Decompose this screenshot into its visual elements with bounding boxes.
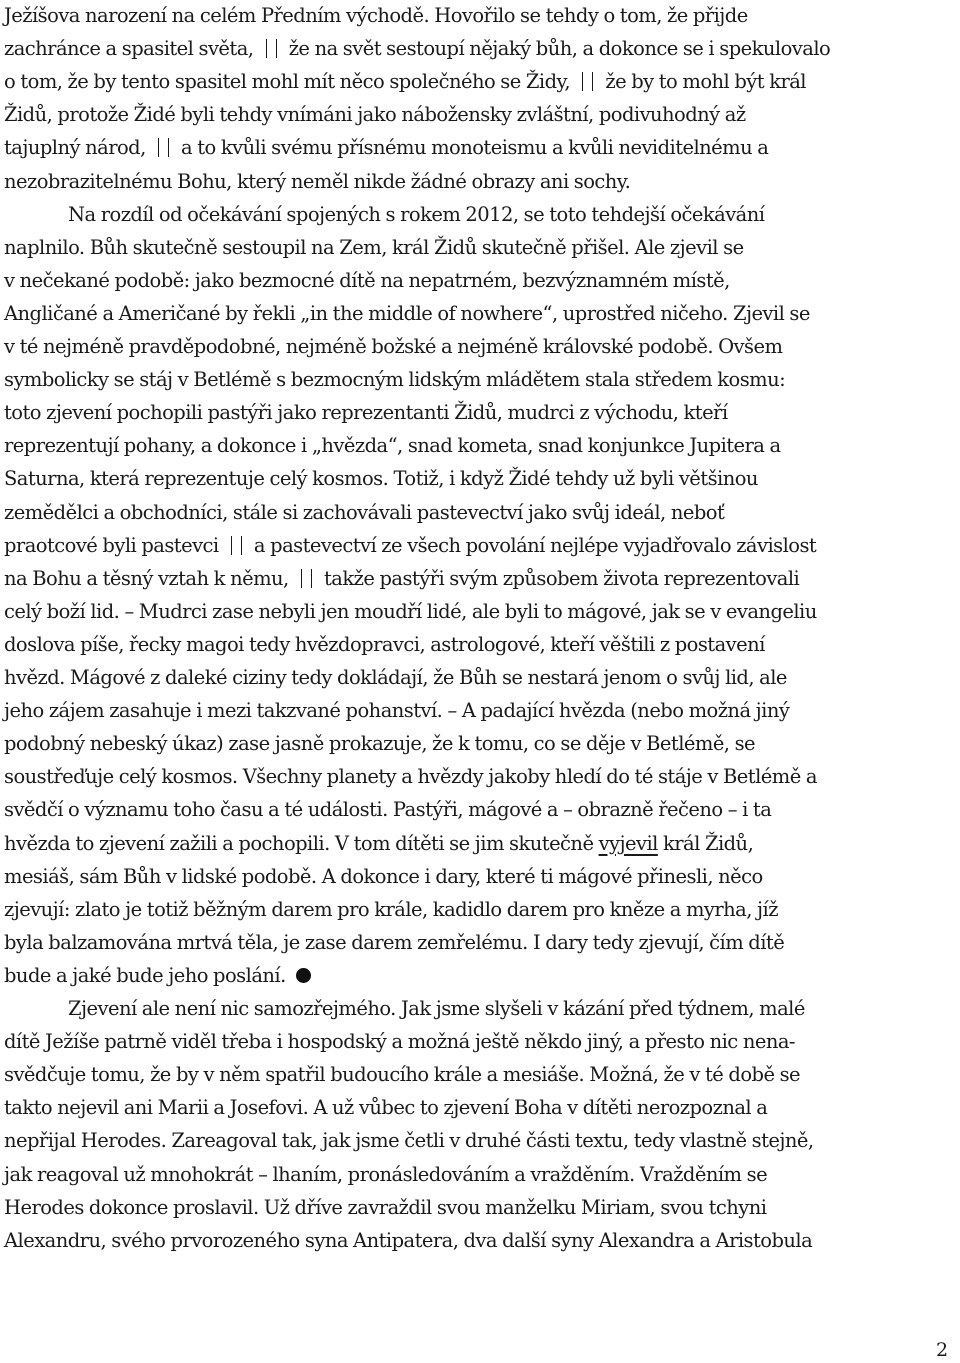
- underlined-word: vyjevil: [598, 831, 658, 855]
- text-line: bude a jaké bude jeho poslání.: [4, 960, 311, 992]
- text-line: tajuplný národ, a to kvůli svému přísnému monoteismu a kvůli neviditelnému a: [4, 136, 769, 160]
- text-line: nezobrazitelnému Bohu, který neměl nikde žádné obrazy ani sochy.: [4, 169, 631, 193]
- text-line: naplnilo. Bůh skutečně sestoupil na Zem, král Židů skutečně přišel. Ale zjevil se: [4, 235, 744, 259]
- text-line: Herodes dokonce proslavil. Už dříve zavraždil svou manželku Miriam, svou tchyni: [4, 1195, 767, 1219]
- text-line: takto nejevil ani Marii a Josefovi. A už vůbec to zjevení Boha v dítěti nerozpoznal a: [4, 1096, 768, 1120]
- text-line: byla balzamována mrtvá těla, je zase darem zemřelému. I dary tedy zjevují, čím dítě: [4, 930, 785, 954]
- text-line: v té nejméně pravděpodobné, nejméně božské a nejméně královské podobě. Ovšem: [4, 335, 783, 358]
- text-line: nepřijal Herodes. Zareagoval tak, jak jsme četli v druhé části textu, tedy vlastně stejně,: [4, 1129, 814, 1153]
- pause-mark: [301, 569, 312, 588]
- text-line: svědčuje tomu, že by v něm spatřil budoucího krále a mesiáše. Možná, že v té době se: [4, 1063, 801, 1087]
- text-line: zachránce a spasitel světa, že na svět sestoupí nějaký bůh, a dokonce se i spekulovalo: [4, 37, 831, 61]
- pause-mark: [158, 138, 169, 157]
- text-line: Angličané a Američané by řekli „in the middle of nowhere“, uprostřed ničeho. Zjevil se: [4, 301, 810, 325]
- text-line: hvězda to zjevení zažili a pochopili. V tom dítěti se jim skutečně vyjevil král Židů,: [4, 831, 754, 855]
- text-line: zemědělci a obchodníci, stále si zachovávali pastevectví jako svůj ideál, neboť: [4, 500, 725, 524]
- text-line: dítě Ježíše patrně viděl třeba i hospodský a možná ještě někdo jiný, a přesto nic nena-: [4, 1030, 795, 1054]
- text-line: podobný nebeský úkaz) zase jasně prokazuje, že k tomu, co se děje v Betlémě, se: [4, 732, 756, 756]
- text-line: na Bohu a těsný vztah k němu, takže pastýři svým způsobem života reprezentovali: [4, 566, 800, 590]
- text-line: doslova píše, řecky magoi tedy hvězdopravci, astrologové, kteří věštili z postavení: [4, 632, 765, 656]
- text-line: v nečekané podobě: jako bezmocné dítě na nepatrném, bezvýznamném místě,: [4, 268, 730, 292]
- text-line: Ježíšova narození na celém Předním východě. Hovořilo se tehdy o tom, že přijde: [4, 4, 748, 27]
- pause-mark: [582, 72, 593, 91]
- text-line: jak reagoval už mnohokrát – lhaním, pronásledováním a vražděním. Vražděním se: [4, 1162, 768, 1186]
- text-line: soustřeďuje celý kosmos. Všechny planety a hvězdy jakoby hledí do té stáje v Betlémě a: [4, 765, 817, 789]
- text-line: zjevují: zlato je totiž běžným darem pro krále, kadidlo darem pro kněze a myrha, jíž: [4, 897, 778, 921]
- page-number: 2: [936, 1339, 949, 1361]
- text-line: Alexandru, svého prvorozeného syna Antipatera, dva další syny Alexandra a Aristobula: [4, 1228, 813, 1252]
- text-line: svědčí o významu toho času a té události. Pastýři, mágové a – obrazně řečeno – i ta: [4, 798, 772, 822]
- text-line: jeho zájem zasahuje i mezi takzvané pohanství. – A padající hvězda (nebo možná jiný: [4, 699, 790, 723]
- text-line: Na rozdíl od očekávání spojených s rokem 2012, se toto tehdejší očekávání: [68, 202, 765, 226]
- text-line: Židů, protože Židé byli tehdy vnímáni jako nábožensky zvláštní, podivuhodný až: [4, 103, 746, 127]
- text-line: mesiáš, sám Bůh v lidské podobě. A dokonce i dary, které ti mágové přinesli, něco: [4, 864, 763, 888]
- bullet-dot-icon: [296, 968, 311, 983]
- text-line: Saturna, která reprezentuje celý kosmos. Totiž, i když Židé tehdy už byli většinou: [4, 467, 758, 491]
- pause-mark: [266, 39, 277, 58]
- text-line: celý boží lid. – Mudrci zase nebyli jen moudří lidé, ale byli to mágové, jak se v evangeliu: [4, 599, 817, 623]
- text-line: praotcové byli pastevci a pastevectví ze všech povolání nejlépe vyjadřovalo závislost: [4, 533, 817, 557]
- text-line: symbolicky se stáj v Betlémě s bezmocným lidským mládětem stala středem kosmu:: [4, 368, 786, 392]
- text-line: reprezentují pohany, a dokonce i „hvězda“, snad kometa, snad konjunkce Jupitera a: [4, 434, 781, 458]
- text-line: toto zjevení pochopili pastýři jako reprezentanti Židů, mudrci z východu, kteří: [4, 401, 728, 425]
- pause-mark: [231, 536, 242, 555]
- text-line: o tom, že by tento spasitel mohl mít něco společného se Židy, že by to mohl být král: [4, 70, 806, 94]
- text-line: hvězd. Mágové z daleké ciziny tedy dokládají, že Bůh se nestará jenom o svůj lid, ale: [4, 666, 787, 689]
- text-line: Zjevení ale není nic samozřejmého. Jak jsme slyšeli v kázání před týdnem, malé: [68, 997, 805, 1020]
